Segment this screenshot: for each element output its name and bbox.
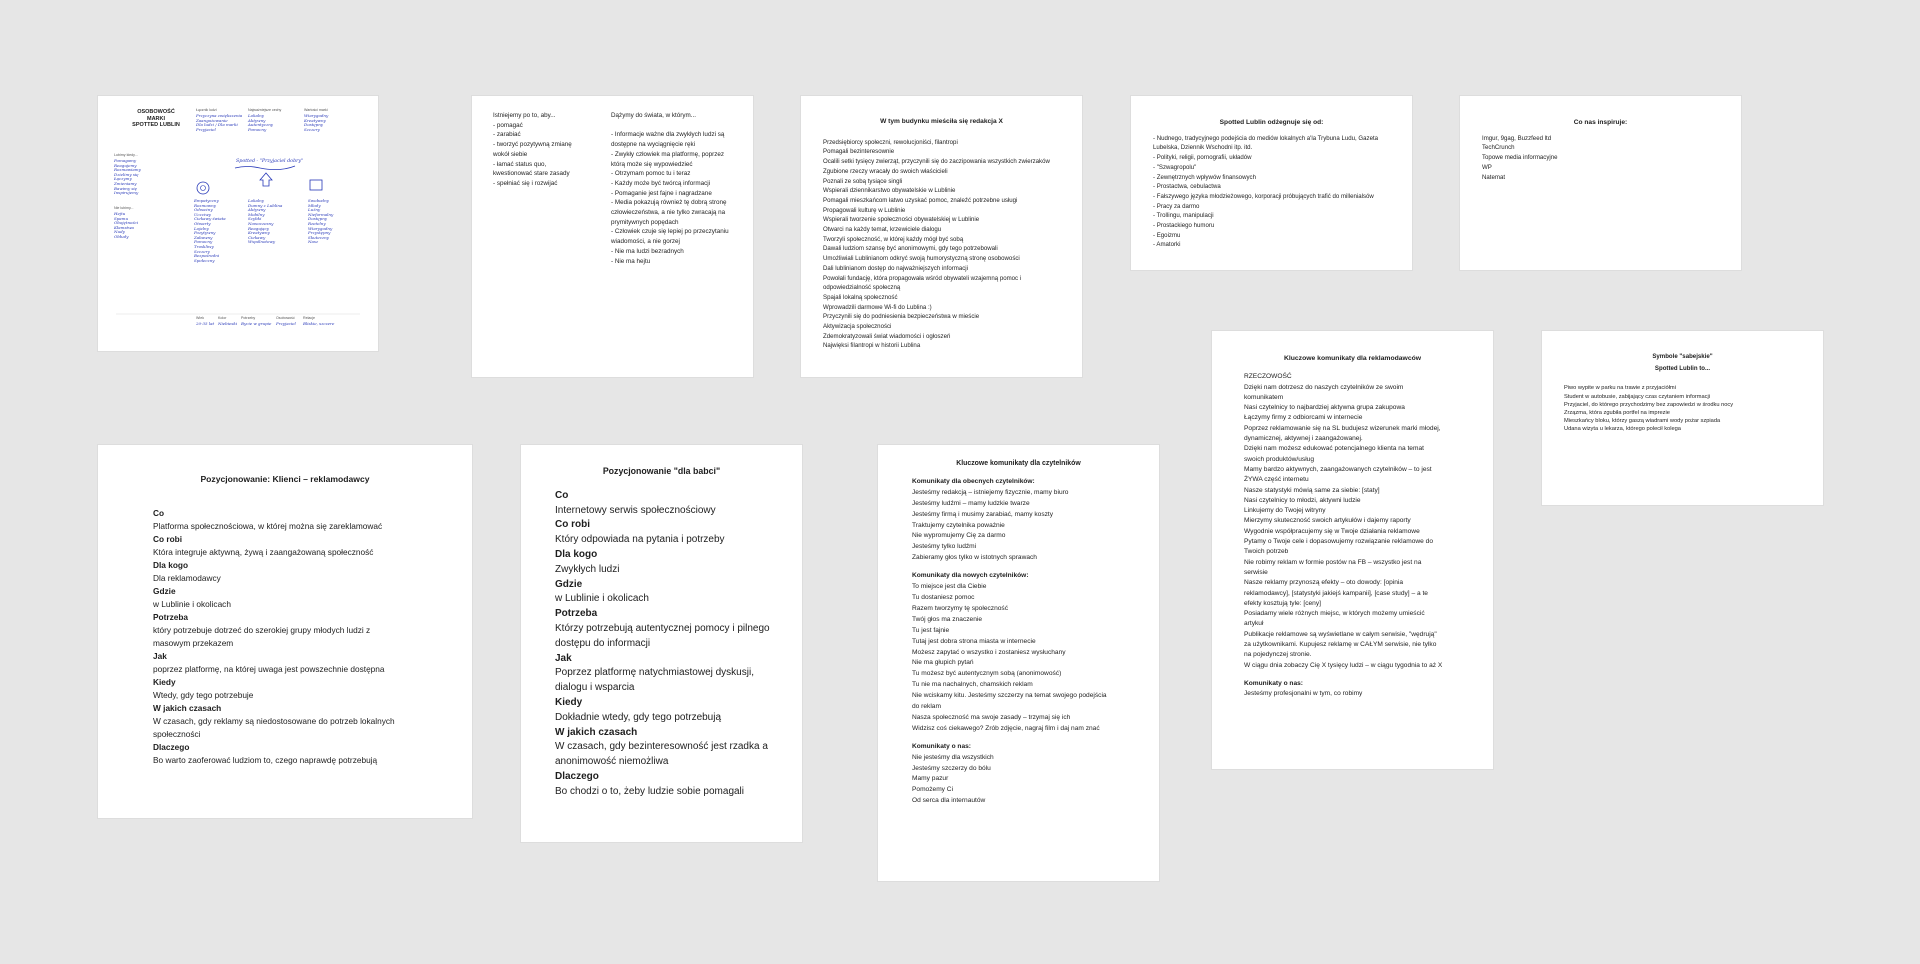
symbols-subtitle: Spotted Lublin to... xyxy=(1654,365,1711,373)
positioning-advertisers-card[interactable] xyxy=(98,445,472,818)
left-list-heading: Lubimy kiedy... xyxy=(114,153,138,157)
left-list2: Hejtu Spamu Obojętności Kłamstwa Nudy Obłudy xyxy=(114,211,139,239)
reader-messages-list: Komunikaty dla obecnych czytelników: Jesteśmy redakcją – istniejemy fizycznie, mamy biuro Jesteśmy ludźmi – mamy ludzkie twarze Jesteśmy firmą i musimy zarabiać, mamy koszty Traktujemy czytelnika poważnie Nie wypromujemy Cię za darmo Jesteśmy tylko ludźmi Zabieramy głos tylko w istotnych sprawach Komunikaty dla nowych czytelników: To miejsce jest dla Ciebie Tu dostaniesz pomoc Razem tworzymy tę społeczność Twój głos ma znaczenie Tu jest fajnie Tutaj jest dobra strona miasta w internecie Możesz zapytać o wszystko i zostaniesz wysłuchany Nie ma głupich pytań Tu możesz być autentycznym sobą (anonimowość) Tu nie ma nachalnych, chamskich reklam Nie wciskamy kitu. Jesteśmy szczerzy na temat swojego podejścia do reklam Nasza społeczność ma swoje zasady – trzymaj się ich Widzisz coś ciekawego? Zrób zdjęcie, nagraj film i daj nam znać Komunikaty o nas: Nie jesteśmy dla wszystkich Jesteśmy szczerzy do bólu Mamy pazur Pomożemy Ci Od serca dla internautów xyxy=(912,477,1107,805)
inspiration-title: Co nas inspiruje: xyxy=(1573,119,1628,126)
col1-notes: Przyczyna zwiększenia Zaangażowanie Dla ludzi / Dla marki Przyjaciel xyxy=(196,113,243,132)
moodboard-card[interactable] xyxy=(98,96,378,351)
positioning-grandma-list: Co Internetowy serwis społecznościowy Co robi Który odpowiada na pytania i potrzeby Dla kogo Zwykłych ludzi Gdzie w Lublinie i okolicach Potrzeba Którzy potrzebują autentycznej pomocy i pilnego dostępu do informacji Jak Poprzez platformę natychmiastowej dyskusji, dialogu i wsparcia Kiedy Dokładnie wtedy, gdy tego potrzebują W jakich czasach W czasach, gdy bezinteresowność jest rzadka a anonimowość niemożliwa Dlaczego Bo chodzi o to, żeby ludzie sobie pomagali xyxy=(555,489,770,797)
bottom-value-4: Przyjaciel xyxy=(276,321,296,326)
col2-notes: Lokalny Aktywny Autentyczny Pomocny xyxy=(248,113,274,132)
mission-left-column: Istniejemy po to, aby... - pomagać - zarabiać - tworzyć pozytywną zmianę wokół siebie - łamać status quo, kwestionować stare zasady - spełniać się i rozwijać xyxy=(493,112,572,187)
about-us-heading: Komunikaty o nas: xyxy=(1244,679,1303,687)
rejects-card[interactable] xyxy=(1131,96,1412,270)
moodboard-sketch xyxy=(98,96,378,351)
inspiration-card[interactable] xyxy=(1460,96,1741,270)
bottom-header-1: Wiek xyxy=(196,316,204,320)
bottom-value-5: Bliskie, szczere xyxy=(303,321,335,326)
symbols-card[interactable] xyxy=(1542,331,1823,505)
advertiser-messages-title: Kluczowe komunikaty dla reklamodawców xyxy=(1283,355,1422,362)
positioning-advertisers-list: Co Platforma społecznościowa, w której można się zareklamować Co robi Która integruje aktywną, żywą i zaangażowaną społeczność Dla kogo Dla reklamodawcy Gdzie w Lublinie i okolicach Potrzeba który potrzebuje dotrzeć do szerokiej grupy młodych ludzi z masowym przekazem Jak poprzez platformę, na której uwaga jest powszechnie dostępna Kiedy Wtedy, gdy tego potrzebuje W jakich czasach W czasach, gdy reklamy są niedostosowane do potrzeb lokalnych społeczności Dlaczego Bo warto zaoferować ludziom to, czego naprawdę potrzebują xyxy=(153,508,395,765)
rejects-list: - Nudnego, tradycyjnego podejścia do mediów lokalnych a'la Trybuna Ludu, Gazeta Lubelska, Dziennik Wschodni itp. itd. - Polityki, religii, pornografii, układów - "Szwagropolu" - Zewnętrznych wpływów finansowych - Prostactwa, cebulactwa - Fałszywego języka młodzieżowego, korporacji próbujących trafić do millenialsów - Pracy za darmo - Trollingu, manipulacji - Prostackiego humoru - Egoizmu - Amatorki xyxy=(1153,134,1379,249)
legacy-card[interactable] xyxy=(801,96,1082,377)
mission-card[interactable] xyxy=(472,96,753,377)
left-list: Pomagamy Reagujemy Rozmawiamy Dzielimy się Łączymy Zmieniamy Bawimy się Inspirujemy xyxy=(114,158,141,196)
bottom-header-3: Potrzeby xyxy=(241,316,256,320)
col1-heading: Łącznik ludzi xyxy=(196,108,217,112)
legacy-list: Przedsiębiorcy społeczni, rewolucjoniści, filantropi Pomagali bezinteresownie Ocalili setki tysięcy zwierząt, przyczynili się do zaczipowania wszystkich zwierzaków Zgubione rzeczy wracały do swoich właścicieli Poznali ze sobą tysiące singli Wspierali dziennikarstwo obywatelskie w Lublinie Pomagali mieszkańcom łatwo uzyskać pomoc, znaleźć potrzebne usługi Propagowali kulturę w Lublinie Wspierali tworzenie społeczności obywatelskiej w Lublinie Otwarci na każdy temat, krzewiciele dialogu Tworzyli społeczność, w której każdy mógł być sobą Dawali ludziom szansę być anonimowymi, gdy tego potrzebowali Umożliwiali Lublinianom odkryć swoją humorystyczną stronę osobowości Dali lublinianom dostęp do najważniejszych informacji Powołali fundację, która propagowała wśród obywateli wzajemną pomoc i odpowiedzialność społeczną Spajali lokalną społeczność Wprowadzili darmowe Wi-fi do Lublina :) Przyczynili się do podniesienia bezpieczeństwa w mieście Aktywizacja społeczności Zdemokratyzowali świat wiadomości i ogłoszeń Najwięksi filantropi w historii Lublina xyxy=(823,138,1050,350)
sub3-notes: Swobodny Młody Luźny Nieformalny Dostępny Rzetelny Wiarygodny Przystępny Skuteczny Nasz xyxy=(308,198,334,245)
center-label: Spotted - "Przyjaciel dobry" xyxy=(236,159,304,164)
col2-heading: Najważniejsze cechy xyxy=(248,108,282,112)
sub2-notes: Lokalny Dumny z Lublina Aktywny Mobilny Szybki Nowoczesny Reagujący Kreatywny Ciekawy Wspólnotowy xyxy=(248,198,283,245)
col3-heading: Wartości marki xyxy=(304,108,328,112)
rejects-title: Spotted Lublin odżegnuje się od: xyxy=(1219,119,1324,126)
bottom-value-1: 20-35 lat xyxy=(196,321,215,326)
bottom-header-5: Relacje xyxy=(303,316,315,320)
legacy-title: W tym budynku mieściła się redakcja X xyxy=(880,118,1003,125)
bottom-header-2: Kolor xyxy=(218,316,227,320)
reader-messages-card[interactable] xyxy=(878,445,1159,881)
positioning-advertisers-title: Pozycjonowanie: Klienci – reklamodawcy xyxy=(200,474,370,484)
left-list2-heading: Nie lubimy... xyxy=(114,206,134,210)
bottom-value-2: Niebieski xyxy=(218,321,238,326)
col3-notes: Wiarygodny Kreatywny Dostępny Szczery xyxy=(304,113,329,132)
bottom-value-3: Bycie w grupie xyxy=(241,321,272,326)
inspiration-list: Imgur, 9gag, Buzzfeed ltd TechCrunch Topowe media informacyjne WP Natemat xyxy=(1482,134,1558,181)
moodboard-title: OSOBOWOŚĆ MARKI SPOTTED LUBLIN xyxy=(132,109,180,128)
advertiser-messages-card[interactable] xyxy=(1212,331,1493,769)
positioning-grandma-card[interactable] xyxy=(521,445,802,842)
sub1-notes: Empatyczny Rozmowny Odważny Uczciwy Ciekawy świata Otwarty Lojalny Pozytywny Zabawny Pomocny Troskliwy Szczery Bezpośredni Społeczny xyxy=(194,198,226,263)
bottom-header-4: Osobowość xyxy=(276,316,295,320)
reader-messages-title: Kluczowe komunikaty dla czytelników xyxy=(956,460,1081,467)
symbols-title: Symbole "sabejskie" xyxy=(1652,353,1713,360)
advertiser-messages-list: RZECZOWOŚĆ Dzięki nam dotrzesz do naszych czytelników ze swoim komunikatem Nasi czytelnicy to najbardziej aktywna grupa zakupowa Łączymy firmy z odbiorcami w internecie Poprzez reklamowanie się na SL budujesz wizerunek marki młodej, dynamicznej, aktywnej i zaangażowanej. Dzięki nam możesz edukować potencjalnego klienta na temat swoich produktów/usług Mamy bardzo aktywnych, zaangażowanych czytelników – to jest ŻYWA część internetu Nasze statystyki mówią same za siebie: [staty] Nasi czytelnicy to młodzi, aktywni ludzie Linkujemy do Twojej witryny Mierzymy skuteczność swoich artykułów i dajemy raporty Wygodnie współpracujemy się w Twoje działania reklamowe Pytamy o Twoje cele i dopasowujemy rozwiązanie reklamowe do Twoich potrzeb Nie robimy reklam w formie postów na FB – wszystko jest na serwisie Nasze reklamy przynoszą efekty – oto dowody: [opinia reklamodawcy], [statystyki jakiejś kampanii], [case study] – a te efekty kosztują tyle: [ceny] Posiadamy wiele różnych miejsc, w których możemy umieścić artykuł Publikacje reklamowe są wyświetlane w całym serwisie, "wędrują" za użytkownikami. Kupujesz reklamę w CAŁYM serwisie, nie tylko na pojedynczej stronie. W ciągu dnia zobaczy Cię X tysięcy ludzi – w ciągu tygodnia to aż X xyxy=(1244,373,1443,669)
positioning-grandma-title: Pozycjonowanie "dla babci" xyxy=(602,466,721,476)
about-us-line: Jesteśmy profesjonalni w tym, co robimy xyxy=(1244,690,1363,698)
mission-right-column: Dążymy do świata, w którym... - Informacje ważne dla zwykłych ludzi są dostępne na wyciągnięcie ręki - Zwykły człowiek ma platformę, poprzez którą może się wypowiedzieć - Otrzymam pomoc tu i teraz - Każdy może być twórcą informacji - Pomaganie jest fajne i nagradzane - Media pokazują również tę dobrą stronę człowieczeństwa, a nie tylko zwracają na prymitywnych popędach - Człowiek czuje się lepiej po przeczytaniu wiadomości, a nie gorzej - Nie ma ludzi bezradnych - Nie ma hejtu xyxy=(611,112,729,265)
symbols-list: Piwo wypite w parku na trawie z przyjaciółmi Student w autobusie, zabijający czas czytaniem informacji Przyjaciel, do którego przychodzimy bez zapowiedzi w środku nocy Zrzązma, która zgubiła portfel na imprezie Mieszkańcy bloku, którzy gaszą wiadrami wody pożar szpiada Udana wizyta u lekarza, którego polecił kolega xyxy=(1564,385,1734,433)
